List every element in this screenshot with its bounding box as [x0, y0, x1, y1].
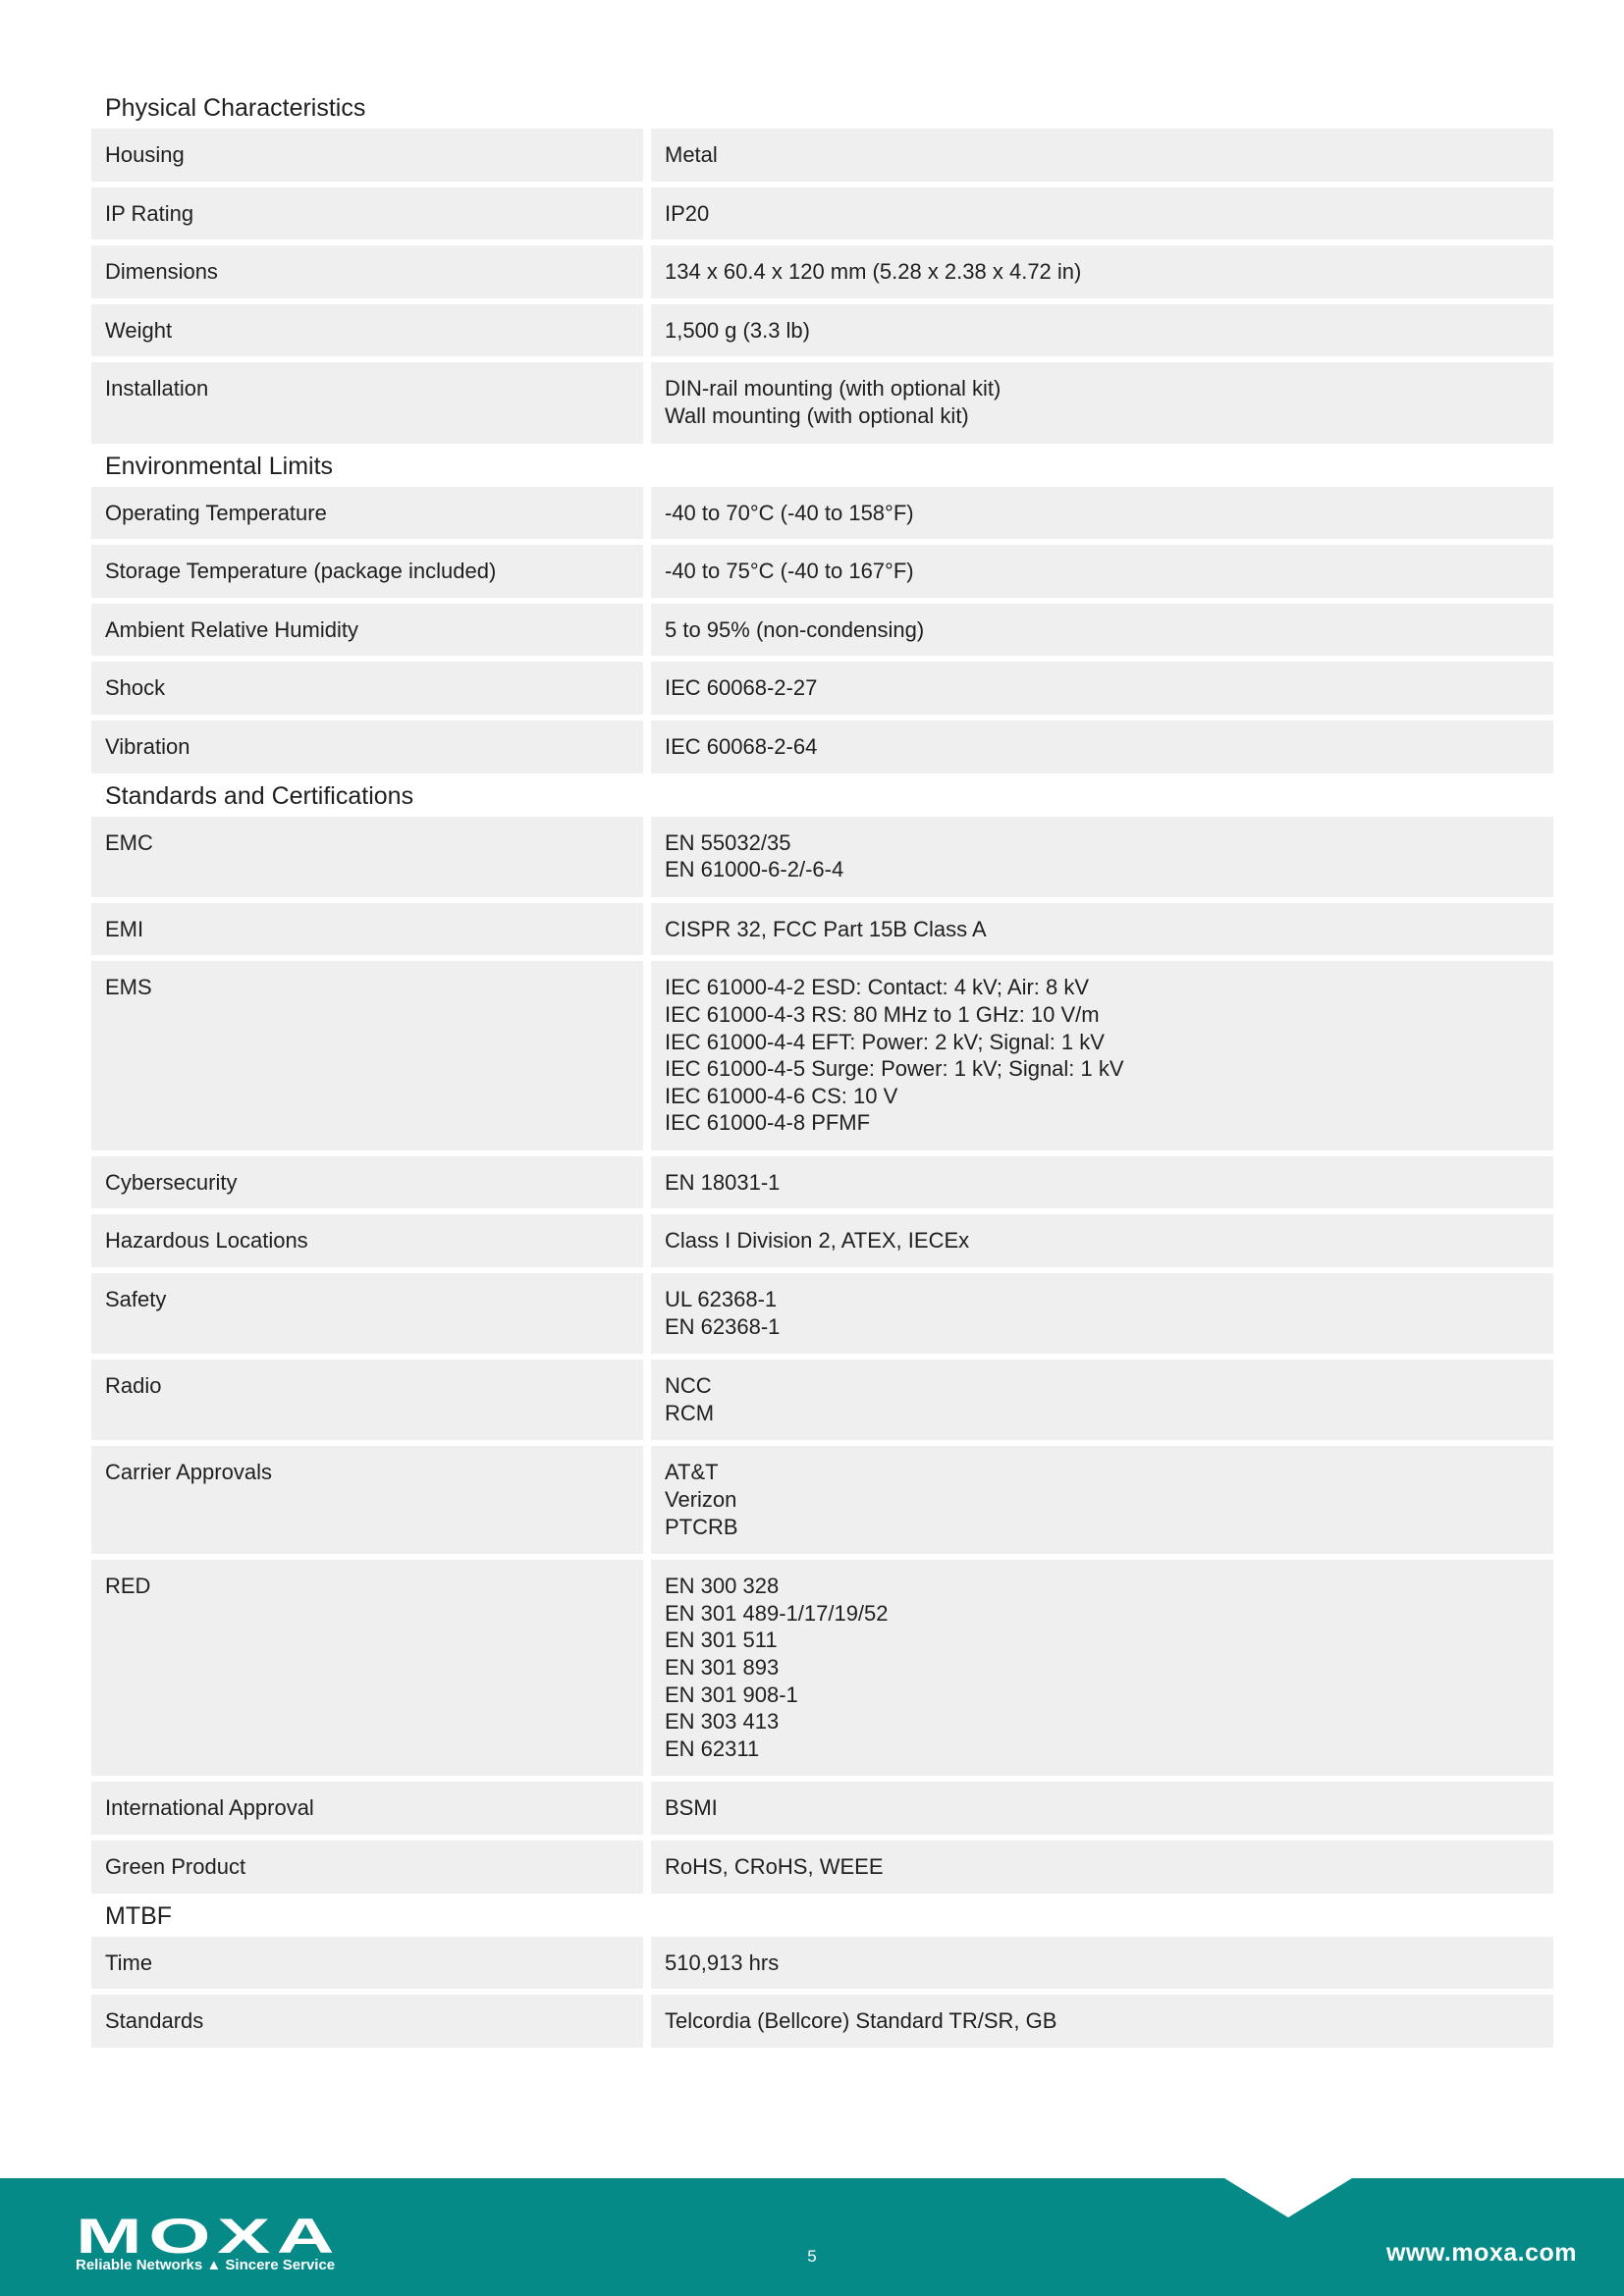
spec-label: IP Rating: [91, 187, 643, 240]
spec-value: [651, 903, 1553, 956]
spec-section: [91, 450, 1553, 774]
spec-row: [91, 1995, 1553, 2048]
spec-value: [651, 1360, 1553, 1440]
spec-label: Ambient Relative Humidity: [91, 604, 643, 657]
spec-label: Dimensions: [91, 245, 643, 298]
spec-value-line: EN 62368-1: [665, 1313, 781, 1339]
spec-row: [91, 961, 1553, 1150]
spec-value-line: -40 to 70°C (-40 to 158°F): [665, 500, 914, 525]
spec-value-line: EN 301 489-1/17/19/52: [665, 1600, 889, 1626]
spec-value-line: DIN-rail mounting (with optional kit): [665, 376, 1001, 401]
footer-tagline: Reliable Networks ▲ Sincere Service: [76, 2257, 336, 2273]
spec-value-line: 5 to 95% (non-condensing): [665, 616, 925, 642]
spec-row: [91, 487, 1553, 540]
spec-label: Shock: [91, 662, 643, 715]
spec-row: [91, 362, 1553, 443]
spec-label: International Approval: [91, 1782, 643, 1835]
spec-label: Radio: [91, 1360, 643, 1440]
spec-value: [651, 545, 1553, 598]
spec-label: EMS: [91, 961, 643, 1150]
spec-label: Vibration: [91, 721, 643, 774]
spec-label: Carrier Approvals: [91, 1446, 643, 1554]
footer-notch-shape: [1224, 2178, 1352, 2217]
spec-value: [651, 1446, 1553, 1554]
spec-value: [651, 487, 1553, 540]
spec-label: Cybersecurity: [91, 1156, 643, 1209]
page-footer: [0, 2178, 1624, 2296]
spec-row: [91, 1841, 1553, 1894]
spec-value-line: EN 303 413: [665, 1709, 780, 1735]
spec-row: [91, 721, 1553, 774]
page-number: 5: [807, 2247, 817, 2266]
spec-label: Weight: [91, 304, 643, 357]
spec-value: [651, 187, 1553, 240]
spec-value: [651, 1560, 1553, 1776]
spec-row: [91, 903, 1553, 956]
section-title: Standards and Certifications: [105, 781, 414, 810]
spec-value: [651, 961, 1553, 1150]
spec-row: [91, 129, 1553, 182]
spec-value: [651, 1214, 1553, 1267]
spec-label: Hazardous Locations: [91, 1214, 643, 1267]
spec-value: [651, 1782, 1553, 1835]
spec-value: [651, 662, 1553, 715]
spec-row: [91, 1560, 1553, 1776]
spec-label: Installation: [91, 362, 643, 443]
spec-content: [91, 91, 1553, 2054]
spec-value-line: EN 62311: [665, 1735, 760, 1761]
spec-value-line: NCC: [665, 1373, 712, 1399]
spec-value-line: CISPR 32, FCC Part 15B Class A: [665, 916, 987, 941]
spec-value-line: EN 301 908-1: [665, 1682, 798, 1707]
spec-value-line: EN 55032/35: [665, 829, 791, 855]
section-title: Physical Characteristics: [105, 94, 366, 122]
spec-value-line: Class I Division 2, ATEX, IECEx: [665, 1228, 970, 1254]
spec-value-line: EN 61000-6-2/-6-4: [665, 857, 844, 882]
spec-row: [91, 187, 1553, 240]
spec-value-line: Wall mounting (with optional kit): [665, 402, 969, 428]
spec-value-line: Verizon: [665, 1487, 737, 1513]
spec-value-line: IEC 61000-4-3 RS: 80 MHz to 1 GHz: 10 V/m: [665, 1001, 1100, 1027]
spec-row: [91, 1214, 1553, 1267]
spec-label: Safety: [91, 1273, 643, 1354]
spec-label: Green Product: [91, 1841, 643, 1894]
spec-value: [651, 129, 1553, 182]
spec-value-line: 1,500 g (3.3 lb): [665, 317, 810, 343]
spec-row: [91, 604, 1553, 657]
spec-value-line: IEC 61000-4-2 ESD: Contact: 4 kV; Air: 8 kV: [665, 975, 1090, 1000]
spec-section: [91, 779, 1553, 1894]
spec-value-line: Metal: [665, 142, 718, 167]
spec-value-line: 510,913 hrs: [665, 1949, 780, 1975]
spec-row: [91, 1782, 1553, 1835]
spec-label: EMI: [91, 903, 643, 956]
spec-value-line: IEC 61000-4-8 PFMF: [665, 1110, 871, 1136]
spec-value-line: EN 301 511: [665, 1628, 778, 1653]
spec-row: [91, 1446, 1553, 1554]
spec-row: [91, 545, 1553, 598]
spec-value-line: IEC 61000-4-6 CS: 10 V: [665, 1083, 898, 1108]
spec-value: [651, 245, 1553, 298]
spec-value-line: -40 to 75°C (-40 to 167°F): [665, 559, 914, 584]
spec-value: [651, 1156, 1553, 1209]
spec-label: Housing: [91, 129, 643, 182]
spec-value: [651, 604, 1553, 657]
spec-label: Storage Temperature (package included): [91, 545, 643, 598]
spec-row: [91, 304, 1553, 357]
spec-value-line: RCM: [665, 1400, 715, 1425]
spec-value: [651, 1273, 1553, 1354]
spec-value: [651, 817, 1553, 897]
spec-value-line: UL 62368-1: [665, 1287, 778, 1312]
spec-section: [91, 91, 1553, 444]
spec-value: [651, 304, 1553, 357]
spec-value-line: EN 301 893: [665, 1655, 780, 1680]
spec-row: [91, 662, 1553, 715]
spec-value-line: IEC 60068-2-64: [665, 733, 818, 759]
spec-value-line: BSMI: [665, 1795, 718, 1821]
spec-label: Standards: [91, 1995, 643, 2048]
spec-value-line: EN 300 328: [665, 1574, 780, 1599]
spec-value: [651, 721, 1553, 774]
spec-value-line: Telcordia (Bellcore) Standard TR/SR, GB: [665, 2008, 1057, 2034]
section-title: MTBF: [105, 1901, 173, 1930]
spec-value-line: 134 x 60.4 x 120 mm (5.28 x 2.38 x 4.72 in): [665, 259, 1082, 285]
spec-row: [91, 1273, 1553, 1354]
spec-value-line: RoHS, CRoHS, WEEE: [665, 1853, 884, 1879]
spec-row: [91, 1937, 1553, 1990]
spec-value: [651, 1841, 1553, 1894]
spec-value-line: IEC 61000-4-5 Surge: Power: 1 kV; Signal: 1 kV: [665, 1056, 1124, 1082]
spec-value-line: IEC 60068-2-27: [665, 675, 818, 701]
footer-url[interactable]: www.moxa.com: [1385, 2239, 1577, 2267]
spec-label: RED: [91, 1560, 643, 1776]
spec-row: [91, 1156, 1553, 1209]
spec-value-line: IP20: [665, 200, 710, 226]
spec-row: [91, 245, 1553, 298]
spec-value: [651, 1995, 1553, 2048]
spec-label: EMC: [91, 817, 643, 897]
spec-value-line: EN 18031-1: [665, 1169, 781, 1195]
spec-value: [651, 362, 1553, 443]
spec-label: Time: [91, 1937, 643, 1990]
spec-value: [651, 1937, 1553, 1990]
spec-value-line: IEC 61000-4-4 EFT: Power: 2 kV; Signal: 1 kV: [665, 1029, 1105, 1054]
spec-value-line: PTCRB: [665, 1514, 738, 1539]
svg-text:MOXA: MOXA: [76, 2212, 341, 2264]
spec-row: [91, 1360, 1553, 1440]
spec-value-line: AT&T: [665, 1460, 719, 1485]
spec-section: [91, 1899, 1553, 2048]
spec-row: [91, 817, 1553, 897]
spec-label: Operating Temperature: [91, 487, 643, 540]
section-title: Environmental Limits: [105, 452, 334, 480]
